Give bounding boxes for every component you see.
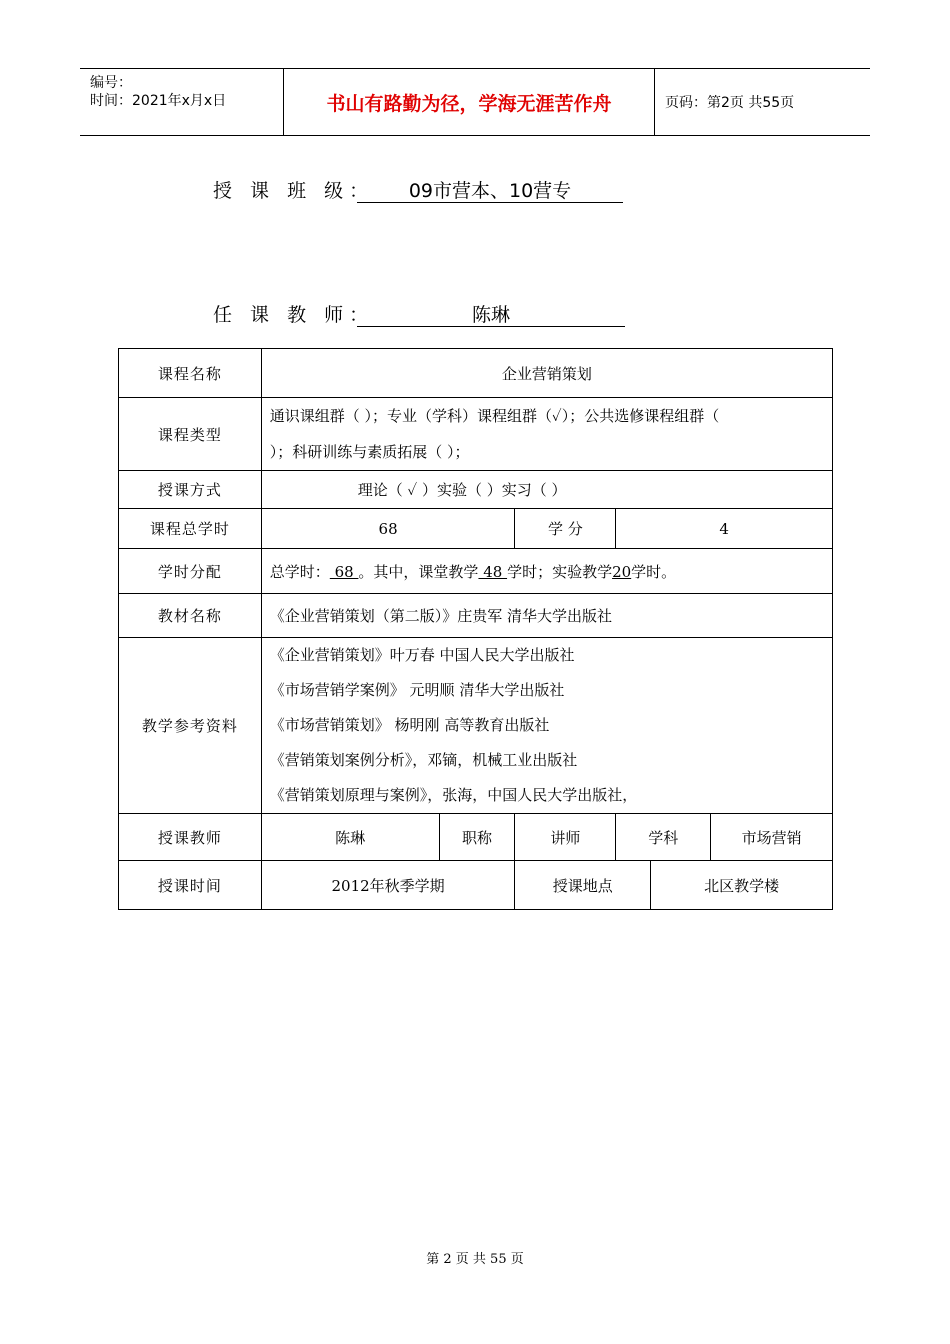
references-list [261,638,832,814]
credit-label: 学 分 [515,509,616,549]
total-hours-label: 课程总学时 [119,509,262,549]
course-type-line2: ）；科研训练与素质拓展（ ）； [269,443,470,461]
hours-mid2: 学时；实验教学 [507,562,613,581]
table-row [119,349,833,398]
reference-item: 《企业营销策划》叶万春 中国人民大学出版社 [269,646,575,664]
table-row [119,861,833,910]
method-label: 授课方式 [119,471,262,509]
teacher-label: 任 课 教 师： [213,304,375,326]
reference-item: 《营销策划原理与案例》，张海，中国人民大学出版社， [269,786,638,804]
hours-total: 68 [329,562,359,581]
textbook: 《企业营销策划（第二版）》庄贵军 清华大学出版社 [261,594,832,638]
method-value: 理论（ ✓ ）实验（ ）实习（ ） [261,471,832,509]
teacher-value: 陈琳 [357,300,625,327]
references-label: 教学参考资料 [119,638,262,814]
reference-item: 《市场营销学案例》 元明顺 清华大学出版社 [269,681,565,699]
table-row [119,398,833,471]
course-type-line1: 通识课组群（ ）；专业（学科）课程组群（✓）；公共选修课程组群（ [269,407,720,425]
hours-lab: 20 [612,562,632,581]
hours-dist-label: 学时分配 [119,549,262,594]
reference-item: 《营销策划案例分析》，邓镝，机械工业出版社 [269,751,578,769]
page-info: 页码：第2页 共55页 [665,95,795,111]
class-label: 授 课 班 级： [213,180,375,202]
course-name-label: 课程名称 [119,349,262,398]
hours-mid1: 。其中，课堂教学 [358,562,479,581]
course-type [261,398,832,471]
hours-prefix: 总学时： [269,562,330,581]
reference-item: 《市场营销策划》 杨明刚 高等教育出版社 [269,716,550,734]
course-name: 企业营销策划 [261,349,832,398]
table-row [119,471,833,509]
hours-class: 48 [478,562,508,581]
hours-suffix: 学时。 [631,562,677,581]
teacher-cell-label: 授课教师 [119,814,262,861]
header-meta [80,69,284,135]
place-value: 北区教学楼 [651,861,833,910]
table-row [119,509,833,549]
time-label: 时间：2021年x月x日 [90,93,227,109]
teacher-cell: 陈琳 [261,814,439,861]
class-value: 09市营本、10营专 [357,176,623,203]
table-row [119,638,833,814]
time-value: 2012年秋季学期 [261,861,515,910]
motto: 书山有路勤为径，学海无涯苦作舟 [284,69,655,135]
place-label: 授课地点 [515,861,651,910]
page-footer: 第 2 页 共 55 页 [426,1252,524,1267]
textbook-label: 教材名称 [119,594,262,638]
page-header [80,68,870,136]
course-info-table [118,348,833,910]
hours-dist [261,549,832,594]
subject-label: 学科 [616,814,711,861]
total-hours: 68 [261,509,515,549]
table-row [119,814,833,861]
table-row [119,594,833,638]
course-type-label: 课程类型 [119,398,262,471]
subject-value: 市场营销 [711,814,833,861]
table-row [119,549,833,594]
time-cell-label: 授课时间 [119,861,262,910]
title-label: 职称 [439,814,515,861]
credit-value: 4 [616,509,833,549]
number-label: 编号： [90,75,132,91]
title-value: 讲师 [515,814,616,861]
